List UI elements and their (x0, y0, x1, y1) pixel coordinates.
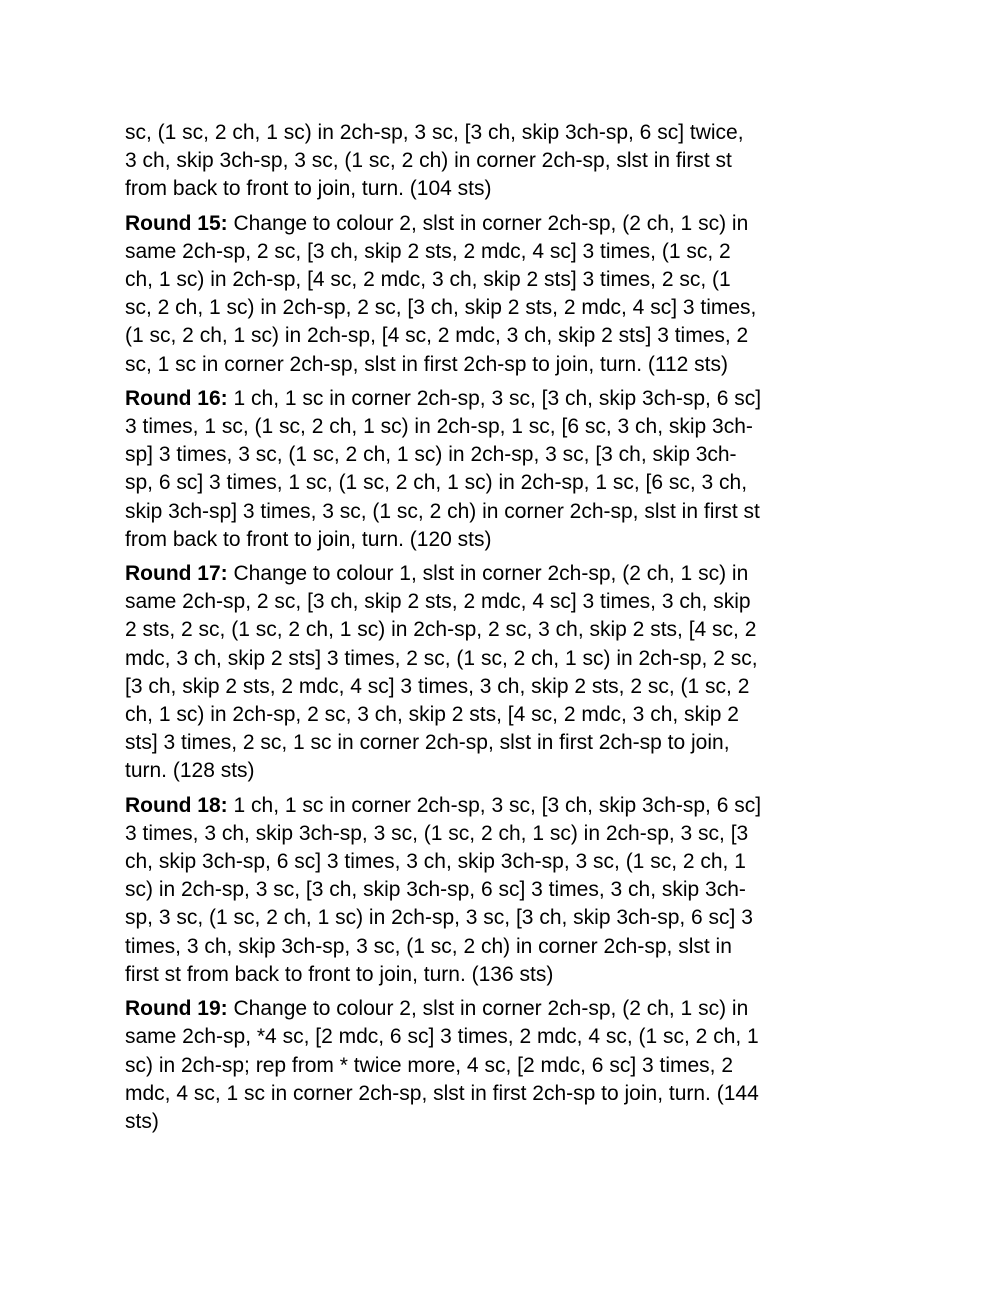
round-label: Round 16: (125, 386, 228, 410)
text-line: mdc, 4 sc, 1 sc in corner 2ch-sp, slst in first 2ch-sp to join, turn. (144 (125, 1081, 759, 1105)
pattern-page (125, 119, 885, 1142)
text-line: 3 ch, skip 3ch-sp, 3 sc, (1 sc, 2 ch) in corner 2ch-sp, slst in first st (125, 149, 732, 173)
text-line: turn. (128 sts) (125, 759, 255, 783)
text-line: 3 times, 1 sc, (1 sc, 2 ch, 1 sc) in 2ch-sp, 1 sc, [6 sc, 3 ch, skip 3ch- (125, 415, 753, 439)
text-line: from back to front to join, turn. (120 sts) (125, 527, 492, 551)
text-line (125, 210, 885, 238)
text-line: sc) in 2ch-sp; rep from * twice more, 4 sc, [2 mdc, 6 sc] 3 times, 2 (125, 1053, 734, 1077)
text-line: ch, 1 sc) in 2ch-sp, 2 sc, 3 ch, skip 2 sts, [4 sc, 2 mdc, 3 ch, skip 2 (125, 703, 739, 727)
text-line: sc, 2 ch, 1 sc) in 2ch-sp, 2 sc, [3 ch, skip 2 sts, 2 mdc, 4 sc] 3 times, (125, 296, 757, 320)
round-label: Round 17: (125, 562, 228, 586)
text-line: same 2ch-sp, 2 sc, [3 ch, skip 2 sts, 2 mdc, 4 sc] 3 times, 3 ch, skip (125, 590, 751, 614)
text-line: ch, 1 sc) in 2ch-sp, [4 sc, 2 mdc, 3 ch, skip 2 sts] 3 times, 2 sc, (1 (125, 268, 731, 292)
text-line: 2 sts, 2 sc, (1 sc, 2 ch, 1 sc) in 2ch-sp, 2 sc, 3 ch, skip 2 sts, [4 sc, 2 (125, 618, 757, 642)
round-label: Round 18: (125, 793, 228, 817)
text-line: skip 3ch-sp] 3 times, 3 sc, (1 sc, 2 ch) in corner 2ch-sp, slst in first st (125, 499, 760, 523)
round-label: Round 19: (125, 997, 228, 1021)
text-line: first st from back to front to join, turn. (136 sts) (125, 962, 554, 986)
text-line: mdc, 3 ch, skip 2 sts] 3 times, 2 sc, (1 sc, 2 ch, 1 sc) in 2ch-sp, 2 sc, (125, 646, 758, 670)
text-line: sp, 3 sc, (1 sc, 2 ch, 1 sc) in 2ch-sp, 3 sc, [3 ch, skip 3ch-sp, 6 sc] 3 (125, 906, 753, 930)
text-line: same 2ch-sp, *4 sc, [2 mdc, 6 sc] 3 times, 2 mdc, 4 sc, (1 sc, 2 ch, 1 (125, 1025, 759, 1049)
text-line: sc, 1 sc in corner 2ch-sp, slst in first 2ch-sp to join, turn. (112 sts) (125, 352, 728, 376)
text-line: sp, 6 sc] 3 times, 1 sc, (1 sc, 2 ch, 1 sc) in 2ch-sp, 1 sc, [6 sc, 3 ch, (125, 471, 748, 495)
text-line: [3 ch, skip 2 sts, 2 mdc, 4 sc] 3 times, 3 ch, skip 2 sts, 2 sc, (1 sc, 2 (125, 674, 750, 698)
text-line: sp] 3 times, 3 sc, (1 sc, 2 ch, 1 sc) in 2ch-sp, 3 sc, [3 ch, skip 3ch- (125, 443, 737, 467)
round-text: Change to colour 2, slst in corner 2ch-sp, (2 ch, 1 sc) in (227, 997, 749, 1021)
text-line: sc) in 2ch-sp, 3 sc, [3 ch, skip 3ch-sp, 6 sc] 3 times, 3 ch, skip 3ch- (125, 878, 746, 902)
text-line: (1 sc, 2 ch, 1 sc) in 2ch-sp, [4 sc, 2 mdc, 3 ch, skip 2 sts] 3 times, 2 (125, 324, 749, 348)
pattern-paragraph-round-17 (125, 560, 885, 786)
round-text: Change to colour 1, slst in corner 2ch-sp, (2 ch, 1 sc) in (227, 562, 749, 586)
pattern-paragraph-round-18 (125, 792, 885, 989)
text-line: ch, skip 3ch-sp, 6 sc] 3 times, 3 ch, skip 3ch-sp, 3 sc, (1 sc, 2 ch, 1 (125, 850, 746, 874)
pattern-paragraph-round-15 (125, 210, 885, 379)
text-line: sts] 3 times, 2 sc, 1 sc in corner 2ch-sp, slst in first 2ch-sp to join, (125, 731, 730, 755)
text-line: same 2ch-sp, 2 sc, [3 ch, skip 2 sts, 2 mdc, 4 sc] 3 times, (1 sc, 2 (125, 239, 731, 263)
round-text: 1 ch, 1 sc in corner 2ch-sp, 3 sc, [3 ch, skip 3ch-sp, 6 sc] (227, 793, 762, 817)
text-line (125, 995, 885, 1023)
text-line: times, 3 ch, skip 3ch-sp, 3 sc, (1 sc, 2 ch) in corner 2ch-sp, slst in (125, 934, 732, 958)
round-text: 1 ch, 1 sc in corner 2ch-sp, 3 sc, [3 ch, skip 3ch-sp, 6 sc] (227, 386, 762, 410)
round-text: Change to colour 2, slst in corner 2ch-sp, (2 ch, 1 sc) in (227, 211, 749, 235)
round-label: Round 15: (125, 211, 228, 235)
pattern-paragraph-round-19 (125, 995, 885, 1136)
text-line (125, 792, 885, 820)
pattern-paragraph-round-16 (125, 385, 885, 554)
text-line: sts) (125, 1109, 159, 1133)
text-line: 3 times, 3 ch, skip 3ch-sp, 3 sc, (1 sc, 2 ch, 1 sc) in 2ch-sp, 3 sc, [3 (125, 821, 749, 845)
text-line: sc, (1 sc, 2 ch, 1 sc) in 2ch-sp, 3 sc, [3 ch, skip 3ch-sp, 6 sc] twice, (125, 121, 744, 144)
text-line (125, 385, 885, 413)
text-line: from back to front to join, turn. (104 sts) (125, 177, 492, 201)
text-line (125, 560, 885, 588)
pattern-paragraph-round-14-end (125, 119, 885, 204)
